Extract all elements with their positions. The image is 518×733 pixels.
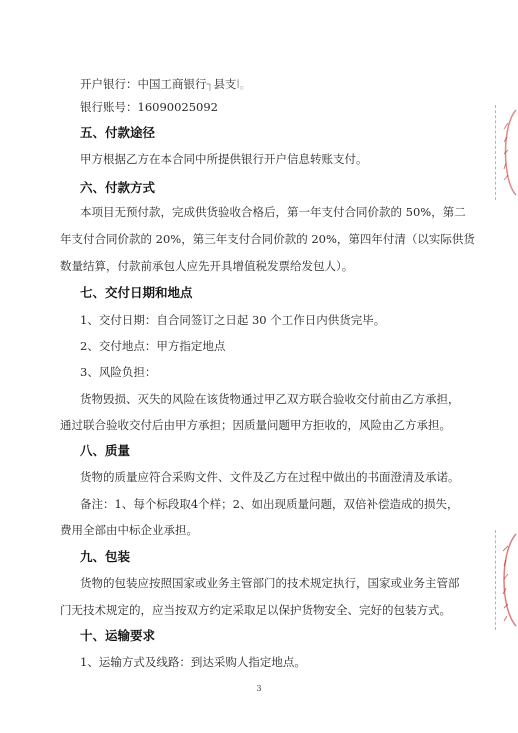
section-5-title: 五、付款途径 (80, 125, 156, 140)
section-8-line-1: 货物的质量应符合采购文件、文件及乙方在过程中做出的书面澄清及承诺。 (80, 470, 460, 484)
section-9-title: 九、包装 (80, 549, 131, 564)
section-5-text: 甲方根据乙方在本合同中所提供银行开户信息转账支付。 (80, 152, 368, 166)
section-7-item-2: 2、交付地点：甲方指定地点 (80, 339, 226, 353)
seal-mark-bottom (495, 530, 518, 630)
section-7-title: 七、交付日期和地点 (80, 285, 193, 300)
section-7-risk-line-2: 通过联合验收交付后由甲方承担；因质量问题甲方拒收的，风险由乙方承担。 (60, 418, 451, 432)
section-8-line-3: 费用全部由中标企业承担。 (60, 523, 198, 537)
section-9-line-1: 货物的包装应按照国家或业务主管部门的技术规定执行，国家或业务主管部 (80, 576, 460, 590)
section-6-title: 六、付款方式 (80, 180, 156, 195)
section-6-line-3: 数量结算，付款前承包人应先开具增值税发票给发包人）。 (60, 259, 354, 273)
bank-account-line: 银行账号：16090025092 (80, 100, 218, 114)
section-8-title: 八、质量 (80, 443, 131, 458)
section-10-title: 十、运输要求 (80, 628, 156, 643)
page-number: 3 (256, 684, 262, 693)
section-7-risk-line-1: 货物毁损、灭失的风险在该货物通过甲乙双方联合验收交付前由乙方承担， (80, 392, 460, 406)
section-6-line-1: 本项目无预付款，完成供货验收合格后，第一年支付合同价款的 50%，第二 (80, 205, 466, 219)
section-9-line-2: 门无技术规定的，应当按双方约定采取足以保护货物安全、完好的包装方式。 (60, 603, 451, 617)
bank-branch: 县支 (213, 77, 237, 91)
seal-stamp-top (496, 105, 518, 200)
section-8-line-2: 备注：1、每个标段取4个样；2、如出现质量问题，双倍补偿造成的损失， (80, 497, 459, 511)
section-10-item-1: 1、运输方式及线路：到达采购人指定地点。 (80, 655, 306, 669)
section-7-item-3: 3、风险负担： (80, 365, 157, 379)
section-6-line-2: 年支付合同价款的 20%，第三年支付合同价款的 20%，第四年付清（以实际供货 (60, 232, 475, 246)
bank-name: 开户银行：中国工商银行 (80, 77, 207, 91)
seal-mark-top (495, 105, 518, 200)
bank-name-line: 开户银行：中国工商银行┐县支ا。 (80, 77, 252, 91)
seal-stamp-bottom (496, 530, 518, 630)
section-7-item-1: 1、交付日期：自合同签订之日起 30 个工作日内供货完毕。 (80, 313, 386, 327)
